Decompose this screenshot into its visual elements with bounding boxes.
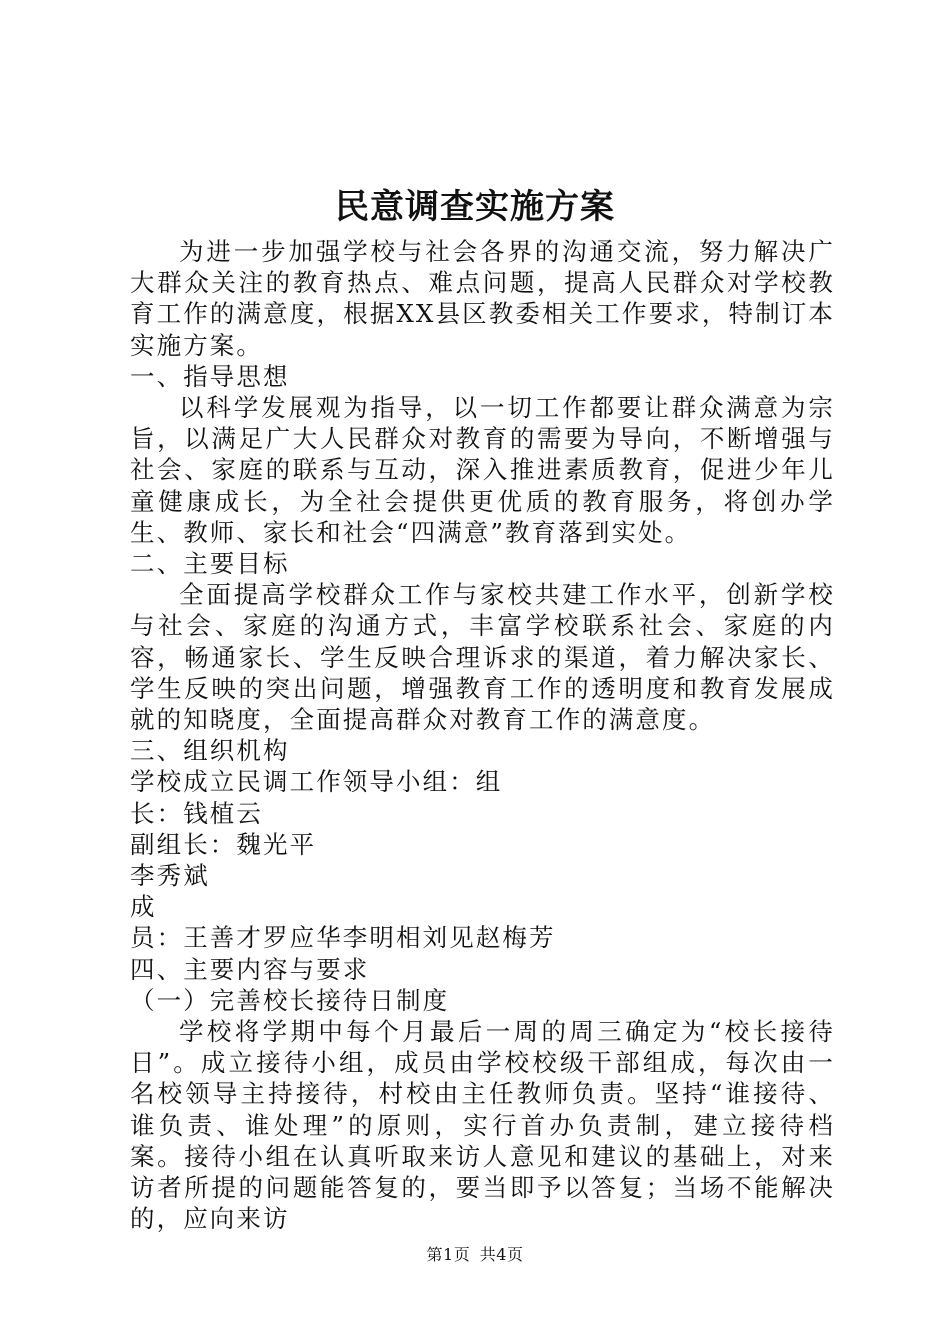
page-footer <box>0 1242 950 1265</box>
section-heading-main-goals: 二、主要目标 <box>130 549 290 579</box>
organization-line: 李秀斌 <box>130 861 210 891</box>
document-body <box>130 236 835 1235</box>
main-goals-paragraph: 全面提高学校群众工作与家校共建工作水平，创新学校与社会、家庭的沟通方式，丰富学校联系社会、家庭的内容，畅通家长、学生反映合理诉求的渠道，着力解决家长、学生反映的突出问题，增强教育工作的透明度和教育发展成就的知晓度，全面提高群众对教育工作的满意度。 <box>130 580 835 735</box>
document-title: 民意调查实施方案 <box>335 187 615 227</box>
guiding-ideology-paragraph: 以科学发展观为指导，以一切工作都要让群众满意为宗旨，以满足广大人民群众对教育的需要为导向，不断增强与社会、家庭的联系与互动，深入推进素质教育，促进少年儿童健康成长，为全社会提供更优质的教育服务，将创办学生、教师、家长和社会“四满意”教育落到实处。 <box>130 393 835 547</box>
organization-line: 长：钱植云 <box>130 798 263 828</box>
organization-line: 员：王善才罗应华李明相刘见赵梅芳 <box>130 923 556 953</box>
intro-paragraph: 为进一步加强学校与社会各界的沟通交流，努力解决广大群众关注的教育热点、难点问题，提高人民群众对学校教育工作的满意度，根据XX县区教委相关工作要求，特制订本实施方案。 <box>130 237 835 360</box>
organization-line: 成 <box>130 892 157 922</box>
reception-day-paragraph: 学校将学期中每个月最后一周的周三确定为“校长接待日”。成立接待小组，成员由学校校级干部组成，每次由一名校领导主持接待，村校由主任教师负责。坚持“谁接待、谁负责、谁处理”的原则，实行首办负责制，建立接待档案。接待小组在认真听取来访人意见和建议的基础上，对来访者所提的问题能答复的，要当即予以答复；当场不能解决的，应向来访 <box>130 1017 835 1234</box>
section-heading-content-requirements: 四、主要内容与要求 <box>130 954 370 984</box>
organization-line: 副组长：魏光平 <box>130 829 317 859</box>
page-number: 第1页 <box>426 1245 471 1264</box>
subsection-heading: （一）完善校长接待日制度 <box>130 985 450 1015</box>
section-heading-guiding-ideology: 一、指导思想 <box>130 361 290 391</box>
section-heading-organization: 三、组织机构 <box>130 736 290 766</box>
page-total: 共4页 <box>479 1245 524 1264</box>
organization-line: 学校成立民调工作领导小组：组 <box>130 767 503 797</box>
